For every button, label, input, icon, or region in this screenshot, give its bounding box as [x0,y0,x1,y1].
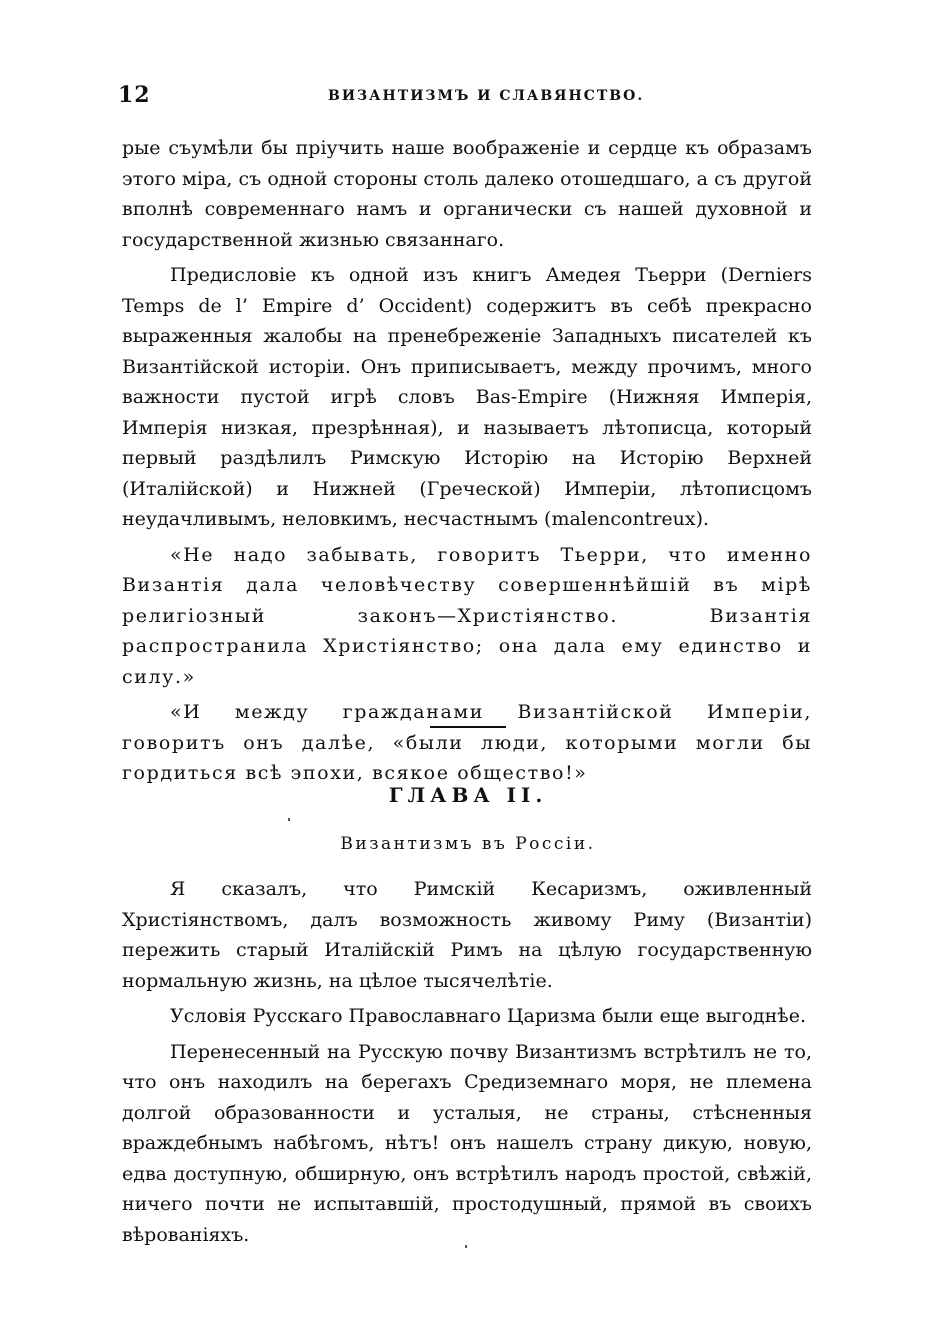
text-block-top [122,133,812,794]
quote-paragraph: «И между гражданами Византійской Имперіи, говоритъ онъ далѣе, «были люди, которыми могли бы гордиться всѣ эпохи, всякое общество!» [122,701,812,784]
section-title: Византизмъ въ Россіи. [340,834,596,854]
chapter-title: ГЛАВА II. [388,783,548,807]
paragraph: Я сказалъ, что Римскій Кесаризмъ, оживленный Христіянствомъ, далъ возможность живому Риму (Византіи) пережить старый Италійскій Римъ на цѣлую государственную нормальную жизнь, на цѣлое тысячелѣтіе. [122,878,812,992]
paragraph: Условія Русскаго Православнаго Царизма были еще выгоднѣе. [170,1005,806,1027]
print-speck [288,818,290,821]
print-speck [465,1245,467,1248]
running-title: ВИЗАНТИЗМЪ И СЛАВЯНСТВО. [328,88,645,104]
page-number: 12 [118,82,151,108]
section-divider [430,726,506,728]
page-header [118,82,818,112]
quote-paragraph: «Не надо забывать, говоритъ Тьерри, что именно Византія дала человѣчеству совершеннѣйшій въ мірѣ религіозный законъ—Христіянство. Византія распространила Христіянство; она дала ему единство и силу.» [122,543,812,688]
paragraph: Предисловіе къ одной изъ книгъ Амедея Тьерри (Derniers Temps de l’ Empire d’ Occident) содержитъ въ себѣ прекрасно выраженныя жалобы на пренебреженіе Западныхъ писателей къ Византійской исторіи. Онъ приписываетъ, между прочимъ, много важности пустой игрѣ словъ Bas-Empire (Нижняя Имперія, Имперія низкая, презрѣнная), и называетъ лѣтописца, который первый раздѣлилъ Римскую Исторію на Исторію Верхней (Италійской) и Нижней (Греческой) Имперіи, лѣтописцомъ неудачливымъ, неловкимъ, несчастнымъ (malencontreux). [122,264,812,530]
paragraph: Перенесенный на Русскую почву Византизмъ встрѣтилъ не то, что онъ находилъ на берегахъ Средиземнаго моря, не племена долгой образованности и усталыя, не страны, стѣсненныя враждебнымъ набѣгомъ, нѣтъ! онъ нашелъ страну дикую, новую, едва доступную, обширную, онъ встрѣтилъ народъ простой, свѣжій, ничего почти не испытавшій, простодушный, прямой въ своихъ вѣрованіяхъ. [122,1040,812,1246]
text-block-bottom [122,874,812,1255]
paragraph: рые съумѣли бы пріучить наше воображеніе и сердце къ образамъ этого міра, съ одной стороны столь далеко отошедшаго, а съ другой вполнѣ современнаго намъ и органически съ нашей духовной и государственной жизнью связаннаго. [122,137,812,251]
